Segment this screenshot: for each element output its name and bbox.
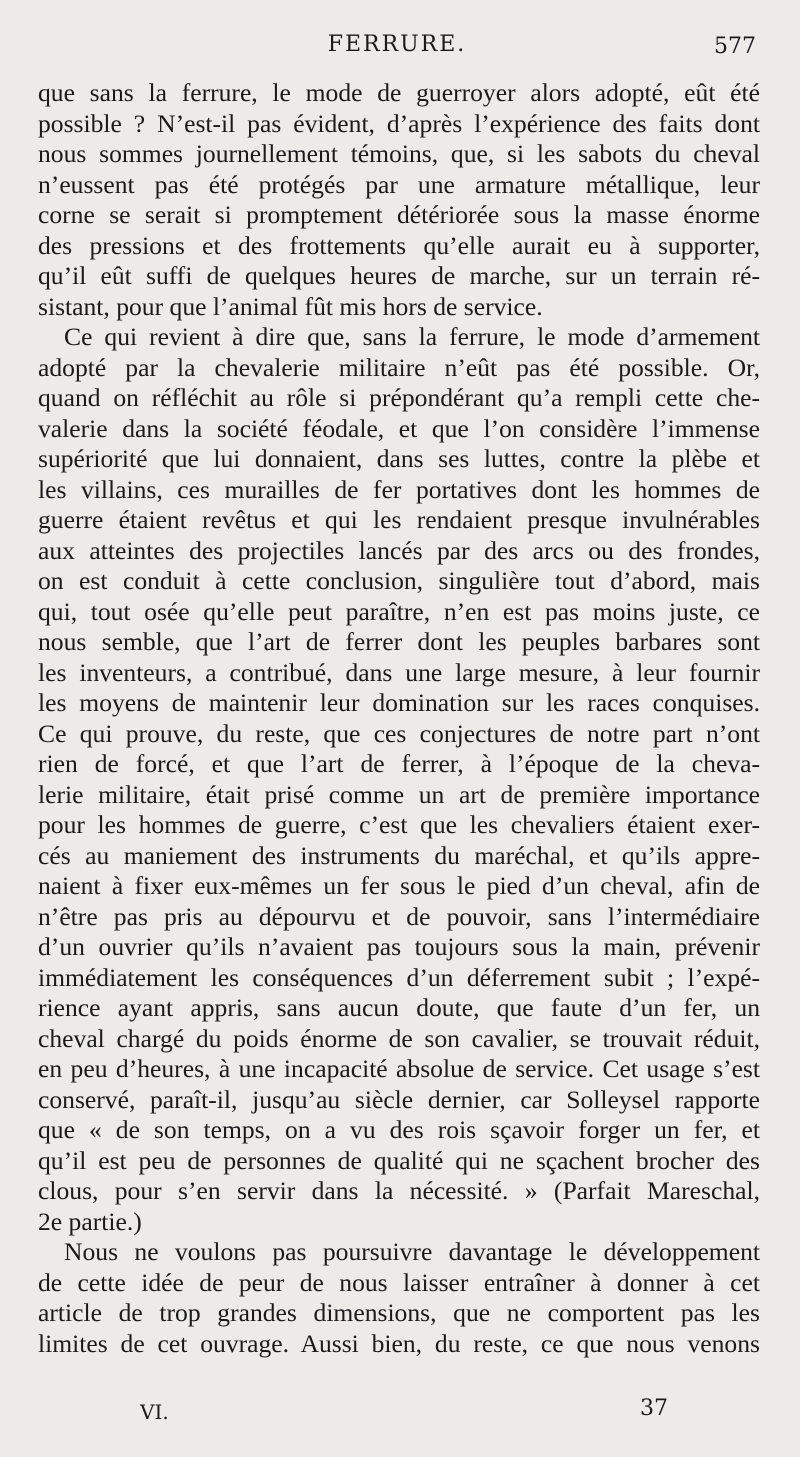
text-line: limites de cet ouvrage. Aussi bien, du reste, ce que nous venons <box>38 1328 760 1358</box>
signature-mark: VI. <box>140 1400 169 1424</box>
text-line: d’un ouvrier qu’ils n’avaient pas toujours sous la main, prévenir <box>38 932 760 961</box>
text-line: de cette idée de peur de nous laisser entraîner à donner à cet <box>38 1267 760 1297</box>
page-footer <box>38 1396 760 1428</box>
text-line: n’être pas pris au dépourvu et de pouvoir, sans l’intermédiaire <box>38 901 760 931</box>
text-line: rience ayant appris, sans aucun doute, que faute d’un fer, un <box>38 993 760 1022</box>
text-line: qui, tout osée qu’elle peut paraître, n’en est pas moins juste, ce <box>38 596 760 626</box>
text-line: lerie militaire, était prisé comme un art de première importance <box>38 779 760 809</box>
text-line: nous semble, que l’art de ferrer dont les peuples barbares sont <box>38 627 760 656</box>
text-line: pour les hommes de guerre, c’est que les chevaliers étaient exer- <box>38 810 760 839</box>
page-number: 577 <box>714 34 756 59</box>
text-line: valerie dans la société féodale, et que l’on considère l’immense <box>38 413 760 443</box>
text-line: quand on réfléchit au rôle si prépondérant qu’a rempli cette che- <box>38 383 760 412</box>
sheet-number: 37 <box>640 1396 668 1421</box>
body-text <box>38 78 760 1359</box>
text-line: article de trop grandes dimensions, que ne comportent pas les <box>38 1298 760 1327</box>
text-line: les moyens de maintenir leur domination sur les races conquises. <box>38 688 760 717</box>
text-line: les villains, ces murailles de fer portatives dont les hommes de <box>38 474 760 504</box>
text-line: que sans la ferrure, le mode de guerroyer alors adopté, eût été <box>38 78 760 107</box>
text-line: cheval chargé du poids énorme de son cavalier, se trouvait réduit, <box>38 1023 760 1053</box>
text-line: nous sommes journellement témoins, que, si les sabots du cheval <box>38 139 760 168</box>
text-line: immédiatement les conséquences d’un déferrement subit ; l’expé- <box>38 962 760 992</box>
text-line: Ce qui prouve, du reste, que ces conjectures de notre part n’ont <box>38 718 760 748</box>
text-line: Nous ne voulons pas poursuivre davantage le développement <box>64 1237 760 1266</box>
text-line: conservé, paraît-il, jusqu’au siècle dernier, car Solleysel rapporte <box>38 1084 760 1114</box>
text-line: rien de forcé, et que l’art de ferrer, à l’époque de la cheva- <box>38 749 760 778</box>
text-line: clous, pour s’en servir dans la nécessité. » (Parfait Mareschal, <box>38 1176 760 1205</box>
text-line: cés au maniement des instruments du maréchal, et qu’ils appre- <box>38 840 760 870</box>
text-line: en peu d’heures, à une incapacité absolue de service. Cet usage s’est <box>38 1054 760 1083</box>
text-line: 2e partie.) <box>38 1206 142 1236</box>
text-line: Ce qui revient à dire que, sans la ferrure, le mode d’armement <box>64 322 760 351</box>
text-line: n’eussent pas été protégés par une armature métallique, leur <box>38 169 760 199</box>
text-line: sistant, pour que l’animal fût mis hors de service. <box>38 291 543 321</box>
running-title: FERRURE. <box>327 32 467 57</box>
text-line: adopté par la chevalerie militaire n’eût pas été possible. Or, <box>38 352 760 382</box>
text-line: possible ? N’est-il pas évident, d’après l’expérience des faits dont <box>38 108 760 138</box>
text-line: supériorité que lui donnaient, dans ses luttes, contre la plèbe et <box>38 444 760 473</box>
text-line: aux atteintes des projectiles lancés par des arcs ou des frondes, <box>38 535 760 565</box>
running-head <box>38 32 756 62</box>
text-line: corne se serait si promptement détériorée sous la masse énorme <box>38 200 760 229</box>
text-line: que « de son temps, on a vu des rois sçavoir forger un fer, et <box>38 1115 760 1144</box>
text-line: naient à fixer eux-mêmes un fer sous le pied d’un cheval, afin de <box>38 871 760 900</box>
text-line: guerre étaient revêtus et qui les rendaient presque invulnérables <box>38 505 760 534</box>
text-line: les inventeurs, a contribué, dans une large mesure, à leur fournir <box>38 657 760 687</box>
text-line: on est conduit à cette conclusion, singulière tout d’abord, mais <box>38 566 760 595</box>
text-line: qu’il est peu de personnes de qualité qui ne sçachent brocher des <box>38 1145 760 1175</box>
text-line: des pressions et des frottements qu’elle aurait eu à supporter, <box>38 230 760 260</box>
text-line: qu’il eût suffi de quelques heures de marche, sur un terrain ré- <box>38 261 760 290</box>
